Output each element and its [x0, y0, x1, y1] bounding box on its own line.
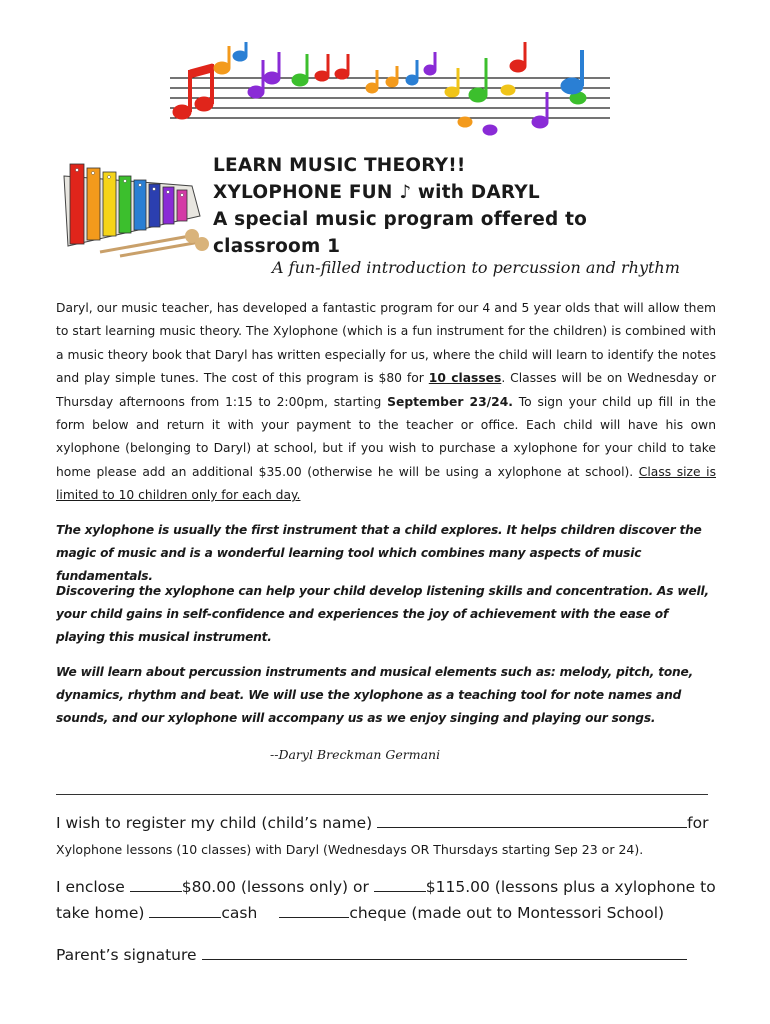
- benefits-paragraph: Discovering the xylophone can help your child develop listening skills and concentration. As well, your child gains in self-confidence and experiences the joy of achievement with the ease of playing this musical instrument.: [56, 584, 709, 645]
- lessons-plus-xylophone-label: $115.00 (lessons plus a xylophone to: [425, 878, 716, 896]
- class-size-limit: Class size is limited to 10 children only for each day.: [56, 464, 716, 503]
- enclose-label: I enclose: [56, 878, 130, 896]
- cut-line-divider: [56, 794, 708, 795]
- take-home-label: take home): [56, 904, 150, 922]
- parent-signature-line: [56, 945, 687, 964]
- enclose-line: [56, 877, 716, 896]
- subtitle: A fun-filled introduction to percussion and rhythm: [272, 258, 680, 277]
- register-note: Xylophone lessons (10 classes) with Daryl (Wednesdays OR Thursdays starting Sep 23 or 24).: [56, 842, 644, 857]
- title-line-1: LEARN MUSIC THEORY!!: [213, 155, 466, 176]
- xylophone-intro-paragraph: The xylophone is usually the first instrument that a child explores. It helps children discover the magic of music and is a wonderful learning tool which combines many aspects of music fundamentals.: [56, 523, 702, 584]
- cash-label: cash: [221, 904, 258, 922]
- child-name-field[interactable]: [377, 813, 687, 828]
- register-label: I wish to register my child (child’s name): [56, 814, 378, 832]
- teacher-signature: --Daryl Breckman Germani: [270, 747, 441, 762]
- register-for-label: for: [687, 814, 709, 832]
- title-line-4: classroom 1: [213, 236, 341, 257]
- start-date: September 23/24.: [387, 394, 513, 409]
- description-part-a: Daryl, our music teacher, has developed a fantastic program for our 4 and 5 year olds that will allow them to start learning music theory. The Xylophone (which is a fun instrument for the children) is combined with a music theory book that Daryl has written especially for us, where the child will learn to identify the notes and play simple tunes. The cost of this program is $80 for: [56, 301, 716, 386]
- curriculum-paragraph: We will learn about percussion instruments and musical elements such as: melody, pitch, tone, dynamics, rhythm and beat. We will use the xylophone as a teaching tool for note names and sounds, and our xylophone will accompany us as we enjoy singing and playing our songs.: [56, 665, 694, 726]
- parent-signature-label: Parent’s signature: [56, 946, 202, 964]
- cheque-label: cheque (made out to Montessori School): [349, 904, 665, 922]
- program-description: [56, 297, 716, 508]
- cheque-field[interactable]: [279, 903, 349, 918]
- description-part-c: To sign your child up fill in the form below and return it with your payment to the teacher or office. Each child will have his own xylophone (belonging to Daryl) at school, but if you wish to purchase a xylophone for your child to take home please add an additional $35.00 (otherwise he will be using a xylophone at school).: [56, 394, 717, 479]
- lessons-plus-xylophone-field[interactable]: [374, 877, 426, 892]
- title-block: [213, 152, 683, 260]
- register-line: [56, 813, 708, 832]
- payment-method-line: [56, 903, 664, 922]
- music-notes-banner-icon: [160, 40, 620, 140]
- lessons-only-label: $80.00 (lessons only) or: [181, 878, 374, 896]
- cash-field[interactable]: [149, 903, 221, 918]
- description-part-b: . Classes will be on Wednesday or Thursday afternoons from 1:15 to 2:00pm, starting: [56, 371, 717, 409]
- title-line-3: A special music program offered to: [213, 209, 588, 230]
- xylophone-icon: [60, 158, 210, 258]
- title-line-2: XYLOPHONE FUN ♪ with DARYL: [213, 182, 540, 203]
- classes-count: 10 classes: [428, 371, 502, 386]
- lessons-only-field[interactable]: [130, 877, 182, 892]
- parent-signature-field[interactable]: [202, 945, 687, 960]
